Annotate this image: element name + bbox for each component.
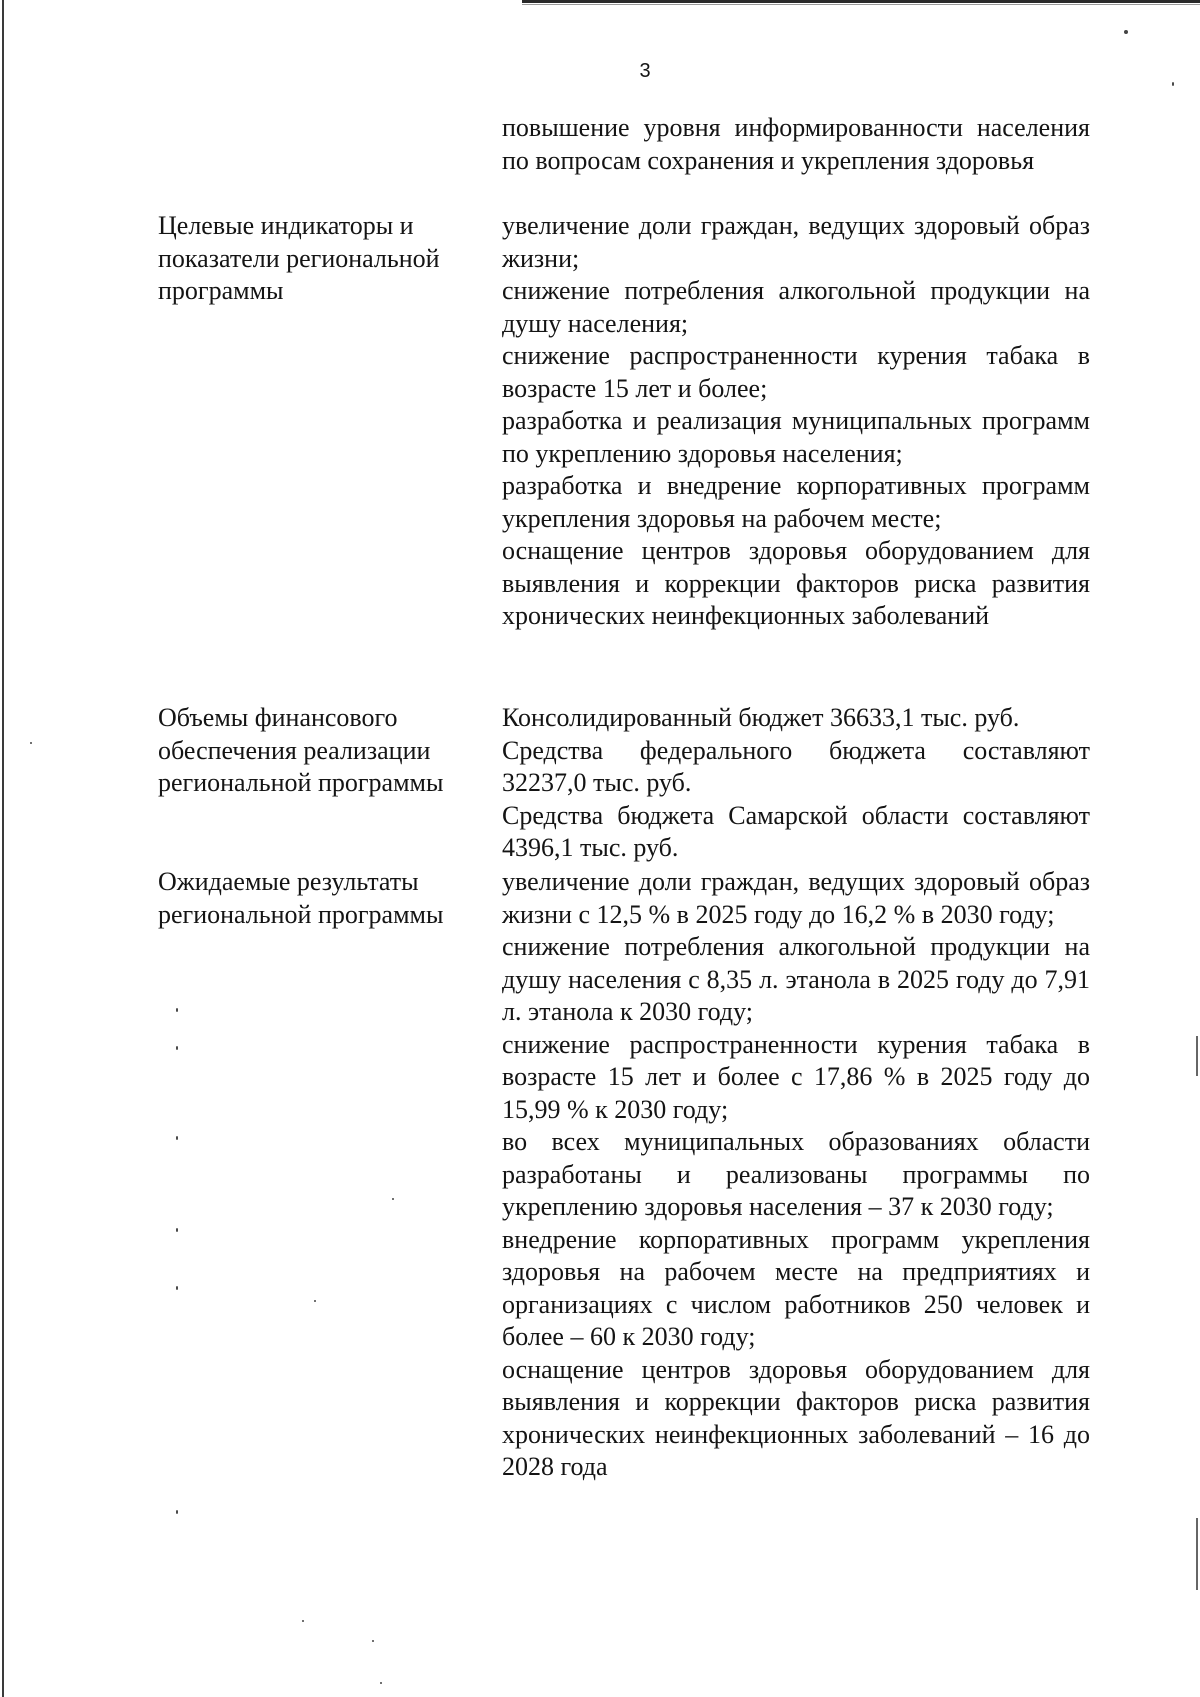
content-item: разработка и реализация муниципальных программ по укреплению здоровья населения; bbox=[502, 406, 1090, 468]
content-item: увеличение доли граждан, ведущих здоровый образ жизни; bbox=[502, 211, 1090, 273]
scan-speck bbox=[302, 1620, 304, 1622]
scan-speck bbox=[176, 1136, 178, 1140]
scan-edge-mark bbox=[1196, 1518, 1198, 1590]
row-label: Ожидаемые результаты региональной программы bbox=[158, 867, 444, 929]
row-label: Целевые индикаторы и показатели региональной программы bbox=[158, 211, 440, 305]
scan-speck bbox=[372, 1640, 374, 1642]
scan-speck bbox=[30, 742, 32, 744]
scan-top-border bbox=[522, 0, 1200, 3]
page-number: 3 bbox=[639, 60, 651, 82]
scan-speck bbox=[380, 1682, 382, 1684]
row-content bbox=[502, 112, 1090, 177]
content-item: оснащение центров здоровья оборудованием для выявления и коррекции факторов риска развития хронических неинфекционных заболеваний bbox=[502, 536, 1090, 630]
content-item: разработка и внедрение корпоративных программ укрепления здоровья на рабочем месте; bbox=[502, 471, 1090, 533]
content-item: снижение распространенности курения табака в возрасте 15 лет и более с 17,86 % в 2025 году до 15,99 % к 2030 году; bbox=[502, 1029, 1090, 1124]
content-item: снижение потребления алкогольной продукции на душу населения с 8,35 л. этанола в 2025 году до 7,91 л. этанола к 2030 году; bbox=[502, 932, 1090, 1026]
content-item: Средства федерального бюджета составляют 32237,0 тыс. руб. bbox=[502, 735, 1090, 797]
scan-speck bbox=[314, 1300, 316, 1302]
scan-edge-mark bbox=[1196, 1036, 1198, 1076]
scan-speck bbox=[176, 1228, 178, 1232]
content-item: увеличение доли граждан, ведущих здоровый образ жизни с 12,5 % в 2025 году до 16,2 % в 2030 году; bbox=[502, 867, 1090, 929]
content-item: снижение распространенности курения табака в возрасте 15 лет и более; bbox=[502, 341, 1090, 403]
content-item: оснащение центров здоровья оборудованием для выявления и коррекции факторов риска развития хронических неинфекционных заболеваний – 16 до 2028 года bbox=[502, 1354, 1090, 1481]
content-item: снижение потребления алкогольной продукции на душу населения; bbox=[502, 276, 1090, 338]
scan-speck bbox=[176, 1008, 178, 1012]
content-item: внедрение корпоративных программ укрепления здоровья на рабочем месте на предприятиях и организациях с числом работников 250 человек и более – 60 к 2030 году; bbox=[502, 1224, 1090, 1351]
content-item: Консолидированный бюджет 36633,1 тыс. руб. bbox=[502, 703, 1020, 732]
scan-speck bbox=[176, 1286, 178, 1290]
scan-left-border bbox=[2, 0, 4, 1697]
scan-speck bbox=[176, 1046, 178, 1050]
scan-speck bbox=[392, 1198, 394, 1200]
content-item: повышение уровня информированности населения по вопросам сохранения и укрепления здоровья bbox=[502, 113, 1090, 175]
row-content bbox=[502, 210, 1090, 633]
scan-top-border-shadow bbox=[522, 4, 1200, 5]
row-content bbox=[502, 702, 1090, 865]
row-content bbox=[502, 866, 1090, 1484]
content-item: во всех муниципальных образованиях области разработаны и реализованы программы по укреплению здоровья населения – 37 к 2030 году; bbox=[502, 1127, 1090, 1221]
scan-speck bbox=[176, 1510, 178, 1514]
content-item: Средства бюджета Самарской области составляют 4396,1 тыс. руб. bbox=[502, 800, 1090, 862]
scan-speck bbox=[1124, 30, 1128, 34]
row-label: Объемы финансового обеспечения реализации региональной программы bbox=[158, 703, 444, 797]
scan-speck bbox=[1172, 82, 1174, 86]
